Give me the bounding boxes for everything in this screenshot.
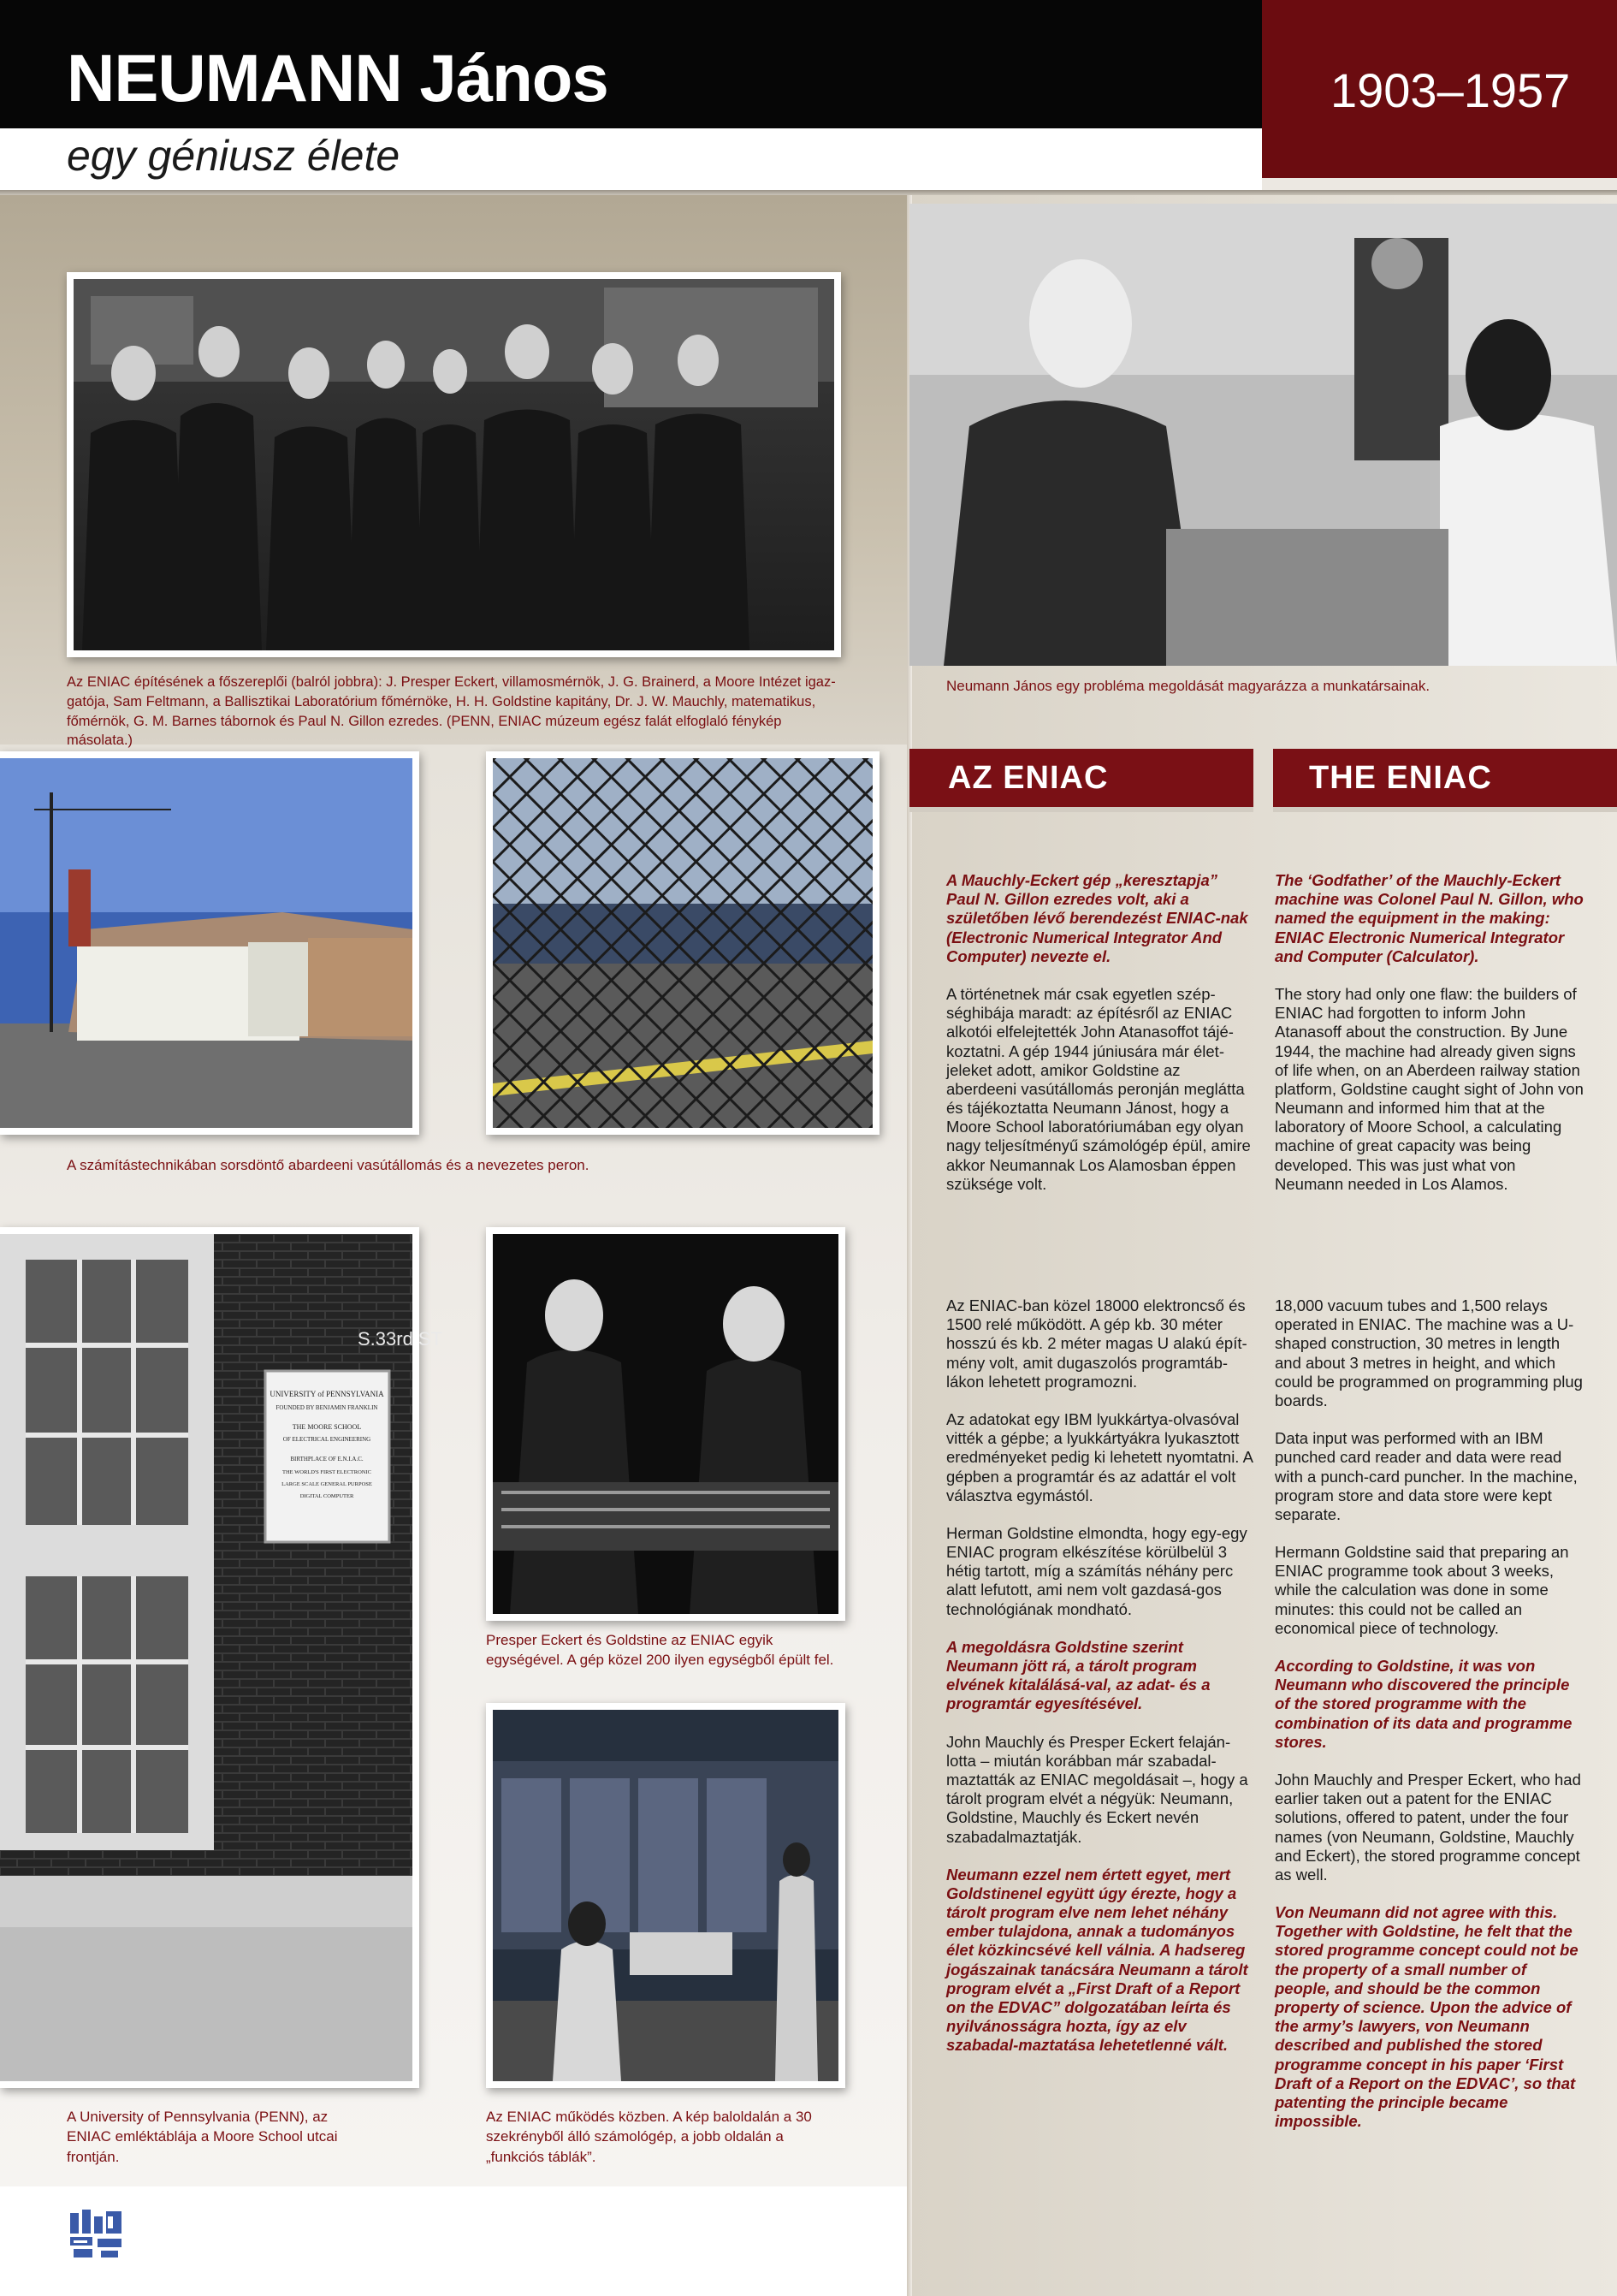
- en-paragraph-8: Von Neumann did not agree with this. Together with Goldstine, he felt that the stored programme concept could not be the property of a small number of people, and should be the common property of science. Upon the advice of the army’s lawyers, von Neumann described and published the stored programme concept in his paper ‘First Draft of a Report on the EDVAC’, so that patenting the principle became impossible.: [1275, 1903, 1578, 2131]
- plaque-line-8: DIGITAL COMPUTER: [299, 1493, 354, 1499]
- english-column-top: [1275, 871, 1584, 1213]
- eckert-goldstine-photo: [486, 1227, 845, 1621]
- en-paragraph-3: 18,000 vacuum tubes and 1,500 relays operated in ENIAC. The machine was a U-shaped construction, 30 metres in length and about 3 metres in height, and which could be programmed on programming plug boards.: [1275, 1296, 1583, 1409]
- group-photo-caption: Az ENIAC építésének a főszereplői (balról jobbra): J. Presper Eckert, villamosmérnök, J. G. Brainerd, a Moore Intézet igaz-gatója, Sam Feltmann, a Ballisztikai Laboratórium főmérnöke, H. H. Goldstine kapitány, Dr. J. W. Mauchly, matematikus, főmérnök, G. M. Barnes tábornok és Paul N. Gillon ezredes. (PENN, ENIAC múzeum egész falát elfoglaló fénykép másolata.): [67, 674, 836, 749]
- en-paragraph-5: Hermann Goldstine said that preparing an ENIAC programme took about 3 weeks, while the calculation was done in some minutes: this could not be called an economical piece of technology.: [1275, 1543, 1569, 1637]
- header-shadow: [0, 190, 1617, 195]
- plaque-line-3: THE MOORE SCHOOL: [292, 1423, 362, 1431]
- station-photos-caption: A számítástechnikában sorsdöntő abardeeni vasútállomás és a nevezetes peron.: [67, 1157, 589, 1173]
- neumann-photo: [909, 204, 1617, 666]
- plaque-line-5: BIRTHPLACE OF E.N.I.A.C.: [290, 1456, 364, 1462]
- penn-plaque-caption: A University of Pennsylvania (PENN), az ENIAC emléktáblája a Moore School utcai frontján.: [67, 2109, 338, 2165]
- eniac-working-caption: Az ENIAC működés közben. A kép baloldalán a 30 szekrényből álló számológép, a jobb oldalán a „funkciós táblák”.: [486, 2109, 812, 2165]
- eckert-goldstine-image: [493, 1234, 838, 1614]
- hu-paragraph-5: Herman Goldstine elmondta, hogy egy-egy ENIAC program elkészítése körülbelül 3 hétig tartott, míg a számítás néhány perc alatt lefutott, ami nem volt gazdasá-gos technológiának mondható.: [946, 1523, 1247, 1618]
- section-title-en: THE ENIAC: [1309, 760, 1492, 796]
- group-photo: [67, 272, 841, 657]
- platform-image: [493, 758, 873, 1128]
- hu-paragraph-6: A megoldásra Goldstine szerint Neumann jött rá, a tárolt program elvének kitalálásá-val, az adat- és a programtár egyesítésével.: [946, 1637, 1211, 1713]
- section-title-hu: AZ ENIAC: [948, 760, 1109, 796]
- group-photo-image: [74, 279, 834, 650]
- eniac-working-photo: [486, 1703, 845, 2088]
- plaque-line-7: LARGE SCALE GENERAL PURPOSE: [281, 1481, 372, 1487]
- eckert-goldstine-caption: Presper Eckert és Goldstine az ENIAC egyik egységével. A gép közel 200 ilyen egységből épült fel.: [486, 1632, 834, 1669]
- en-paragraph-2: The story had only one flaw: the builders of ENIAC had forgotten to inform John Atanasoff about the construction. By June 1944, the machine had already given signs of life when, on an Aberdeen railway station platform, Goldstine caught sight of John von Neumann and informed him that at the laboratory of Moore School, a calculating machine of great capacity was being developed. This was just what von Neumann needed in Los Alamos.: [1275, 984, 1584, 1193]
- penn-plaque-photo: [0, 1227, 443, 2088]
- life-years: 1903–1957: [1330, 63, 1571, 117]
- hungarian-column-top: [946, 871, 1254, 1213]
- neumann-photo-image: [909, 204, 1617, 666]
- en-paragraph-4: Data input was performed with an IBM punched card reader and data were read with a punch-card puncher. In the machine, program store and data store were kept separate.: [1275, 1429, 1578, 1523]
- platform-photo: [486, 751, 880, 1135]
- plaque-line-1: UNIVERSITY of PENNSYLVANIA: [270, 1390, 384, 1398]
- njszt-logo-icon: [67, 2208, 127, 2261]
- en-paragraph-7: John Mauchly and Presper Eckert, who had earlier taken out a patent for the ENIAC solutions, offered to patent, under the four names (von Neumann, Goldstine, Mauchly and Eckert), the stored programme concept as well.: [1275, 1770, 1581, 1884]
- hu-paragraph-1: A Mauchly-Eckert gép „keresztapja” Paul N. Gillon ezredes volt, aki a születőben lévő berendezést ENIAC-nak (Electronic Numerical Integrator And Computer) nevezte el.: [946, 871, 1248, 965]
- hu-paragraph-7: John Mauchly és Presper Eckert felaján-lotta – miután korábban már szabadal-maztatták az ENIAC megoldásait –, hogy a tárolt program elvét a négyük: Neumann, Goldstine, Mauchly és Eckert nevén szabadalmaztatják.: [946, 1732, 1248, 1846]
- penn-plaque-image: [0, 1234, 443, 2081]
- plaque-line-2: FOUNDED BY BENJAMIN FRANKLIN: [275, 1404, 378, 1411]
- english-column-bottom: [1275, 1296, 1584, 2150]
- station-building-photo: [0, 751, 419, 1135]
- en-paragraph-6: According to Goldstine, it was von Neumann who discovered the principle of the stored programme with the combination of its data and programme stores.: [1275, 1657, 1573, 1751]
- plaque-line-6: THE WORLD'S FIRST ELECTRONIC: [281, 1469, 372, 1475]
- hu-paragraph-2: A történetnek már csak egyetlen szép-séghibája maradt: az építésről az ENIAC alkotói elfelejtették John Atanasoffot tájé-koztatni. A gép 1944 júniusára már élet-jeleket adott, amikor Goldstine az aberdeeni vasútállomás peronján meglátta és tájékoztatta Neumann Jánost, hogy a Moore School laboratóriumában egy olyan nagy teljesítményű számológép épül, amire akkor Neumannak Los Alamosban éppen szüksége volt.: [946, 984, 1251, 1193]
- en-paragraph-1: The ‘Godfather’ of the Mauchly-Eckert machine was Colonel Paul N. Gillon, who named the equipment in the making: ENIAC Electronic Numerical Integrator and Computer (Calculator).: [1275, 871, 1584, 965]
- hu-paragraph-4: Az adatokat egy IBM lyukkártya-olvasóval vitték a gépbe; a lyukkártyákra lyukasztott eredményeket pedig ki lehetett nyomtatni. A gépben a programtár és az adattár el volt választva egymástól.: [946, 1409, 1253, 1504]
- plaque-line-4: OF ELECTRICAL ENGINEERING: [282, 1436, 371, 1443]
- page-title: NEUMANN János: [67, 40, 608, 116]
- hu-paragraph-3: Az ENIAC-ban közel 18000 elektroncső és 1500 relé működött. A gép kb. 30 méter hosszú és kb. 2 méter magas U alakú épít-mény volt, amit dugaszolós programtáb-lákon lehetett programozni.: [946, 1296, 1247, 1391]
- page-subtitle: egy géniusz élete: [67, 132, 400, 180]
- footer-background: [0, 2186, 909, 2296]
- eniac-working-image: [493, 1710, 838, 2081]
- station-building-image: [0, 758, 412, 1128]
- hungarian-column-bottom: [946, 1296, 1254, 2074]
- street-sign-text: S.33rd ST: [358, 1328, 443, 1350]
- neumann-photo-caption: Neumann János egy probléma megoldását magyarázza a munkatársainak.: [946, 678, 1430, 694]
- hu-paragraph-8: Neumann ezzel nem értett egyet, mert Goldstinenel együtt úgy érezte, hogy a tárolt program elve nem lehet néhány ember tulajdona, annak a tudományos élet közkincsévé kell válnia. A hadsereg jogászainak tanácsára Neumann a tárolt program elvét a „First Draft of a Report on the EDVAC” dolgozatában leírta és nyilvánosságra hozta, így az elv szabadal-maztatása lehetetlenné vált.: [946, 1865, 1248, 2055]
